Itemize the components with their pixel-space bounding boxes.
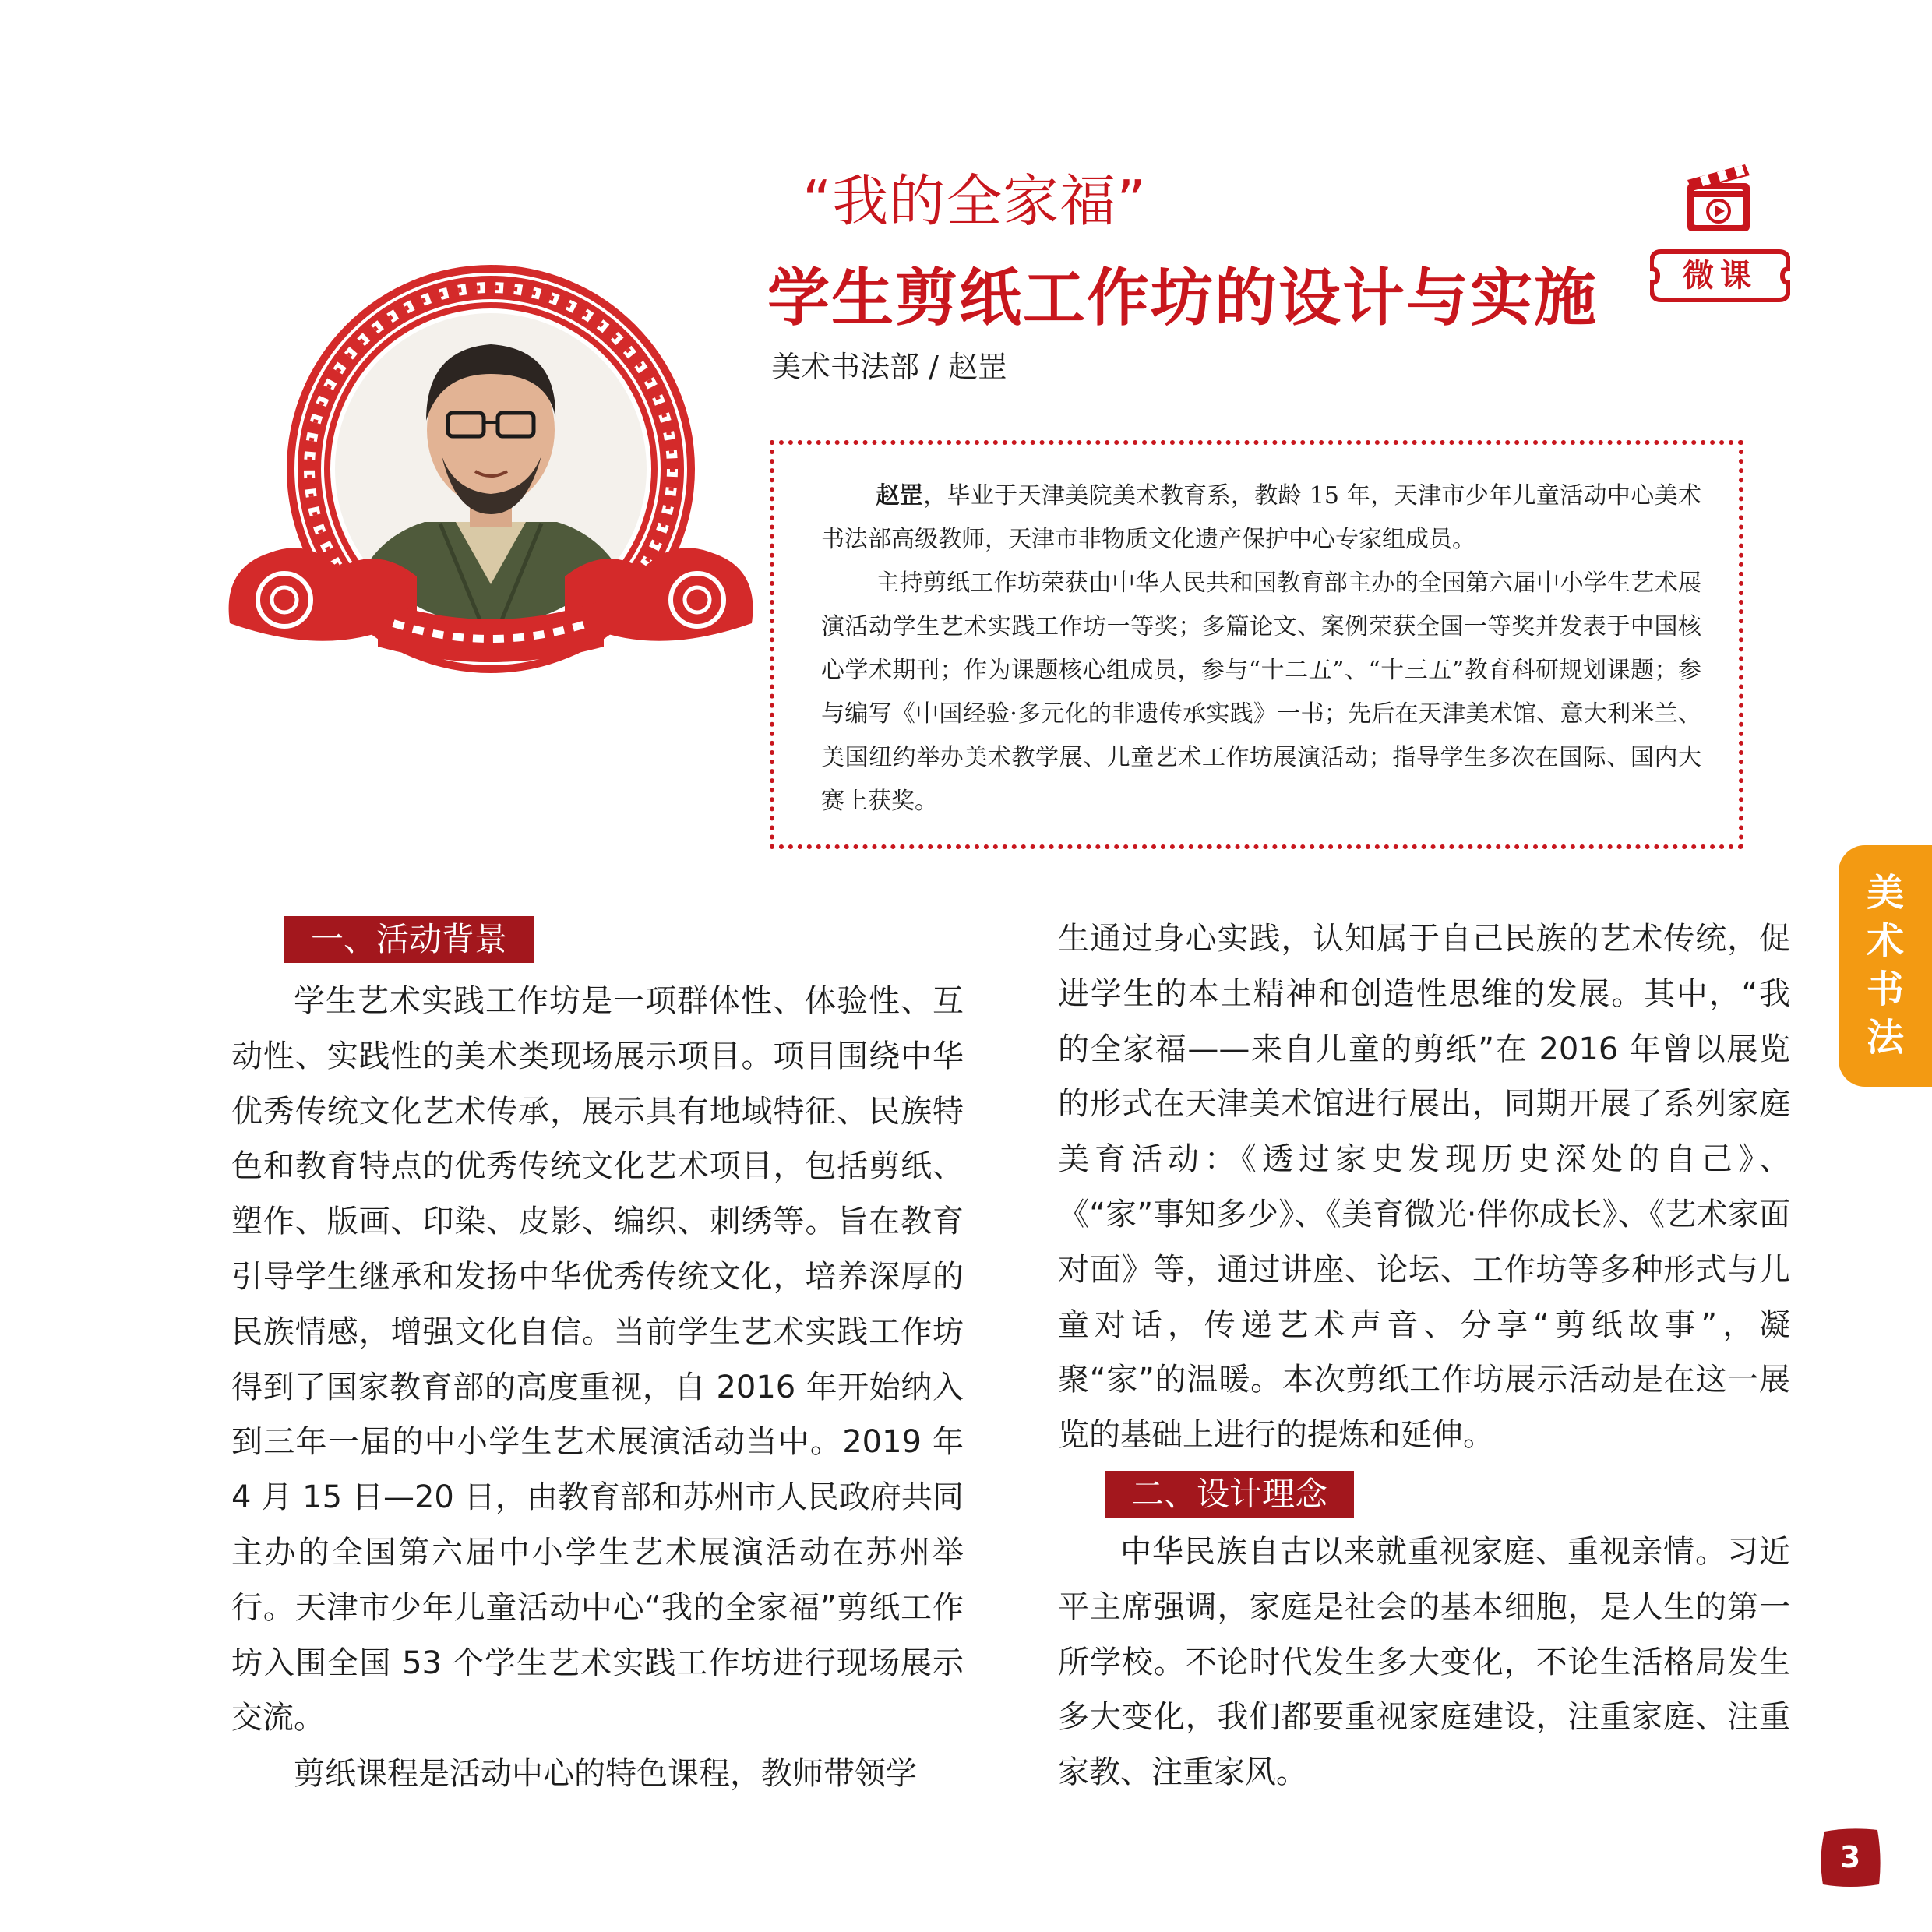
body-paragraph-course-start	[231, 1747, 964, 1802]
video-clapper-icon	[1683, 160, 1754, 234]
paragraph: 生通过身心实践，认知属于自己民族的艺术传统，促进学生的本土精神和创造性思维的发展。其中，“我的全家福——来自儿童的剪纸”在 2016 年曾以展览的形式在天津美术馆进行展出，同期开展了系列家庭美育活动：《透过家史发现历史深处的自己》、《“家”事知多少》、《美育微光·伴你成长》、《艺术家面对面》等，通过讲座、论坛、工作坊等多种形式与儿童对话，传递艺术声音、分享“剪纸故事”，凝聚“家”的温暖。本次剪纸工作坊展示活动是在这一展览的基础上进行的提炼和延伸。	[1058, 921, 1790, 1454]
section-heading-design: 二、设计理念	[1105, 1471, 1354, 1518]
body-paragraph-course-continued	[1058, 911, 1790, 1463]
bio-text-1: ，毕业于天津美院美术教育系，教龄 15 年，天津市少年儿童活动中心美术书法部高级教师，天津市非物质文化遗产保护中心专家组成员。	[821, 482, 1701, 553]
section-side-tab[interactable]	[1839, 845, 1932, 1087]
title-line-2: 学生剪纸工作坊的设计与实施	[767, 262, 1598, 334]
bio-text-2: 主持剪纸工作坊荣获由中华人民共和国教育部主办的全国第六届中小学生艺术展演活动学生艺术实践工作坊一等奖；多篇论文、案例荣获全国一等奖并发表于中国核心学术期刊；作为课题核心组成员，参与“十二五”、“十三五”教育科研规划课题；参与编写《中国经验·多元化的非遗传承实践》一书；先后在天津美术馆、意大利米兰、美国纽约举办美术教学展、儿童艺术工作坊展演活动；指导学生多次在国际、国内大赛上获奖。	[821, 569, 1701, 815]
page-number: 3	[1818, 1827, 1882, 1888]
papercut-portrait-emblem	[222, 257, 760, 693]
byline: 美术书法部 / 赵罡	[771, 350, 1007, 384]
body-paragraph-design	[1058, 1525, 1790, 1800]
body-paragraph-background-1	[231, 974, 964, 1746]
side-tab-label: 美 术 书 法	[1866, 871, 1904, 1059]
bio-paragraph-2	[821, 562, 1701, 823]
paragraph: 中华民族自古以来就重视家庭、重视亲情。习近平主席强调，家庭是社会的基本细胞，是人生的第一所学校。不论时代发生多大变化，不论生活格局发生多大变化，我们都要重视家庭建设，注重家庭、注重家教、注重家风。	[1058, 1534, 1790, 1791]
bio-name: 赵罡	[876, 482, 924, 509]
micro-course-badge[interactable]	[1642, 160, 1798, 323]
title-line-1: “我的全家福”	[802, 168, 1147, 234]
badge-label: 微课	[1650, 245, 1790, 306]
paragraph: 剪纸课程是活动中心的特色课程，教师带领学	[294, 1756, 917, 1792]
section-heading-background: 一、活动背景	[284, 916, 534, 963]
bio-paragraph-1	[821, 474, 1701, 562]
paragraph: 学生艺术实践工作坊是一项群体性、体验性、互动性、实践性的美术类现场展示项目。项目围绕中华优秀传统文化艺术传承，展示具有地域特征、民族特色和教育特点的优秀传统文化艺术项目，包括剪纸、塑作、版画、印染、皮影、编织、刺绣等。旨在教育引导学生继承和发扬中华优秀传统文化，培养深厚的民族情感，增强文化自信。当前学生艺术实践工作坊得到了国家教育部的高度重视，自 2016 年开始纳入到三年一届的中小学生艺术展演活动当中。2019 年 4 月 15 日—20 日，由教育部和苏州市人民政府共同主办的全国第六届中小学生艺术展演活动在苏州举行。天津市少年儿童活动中心“我的全家福”剪纸工作坊入围全国 53 个学生艺术实践工作坊进行现场展示交流。	[231, 983, 964, 1736]
author-bio-box	[770, 440, 1743, 849]
